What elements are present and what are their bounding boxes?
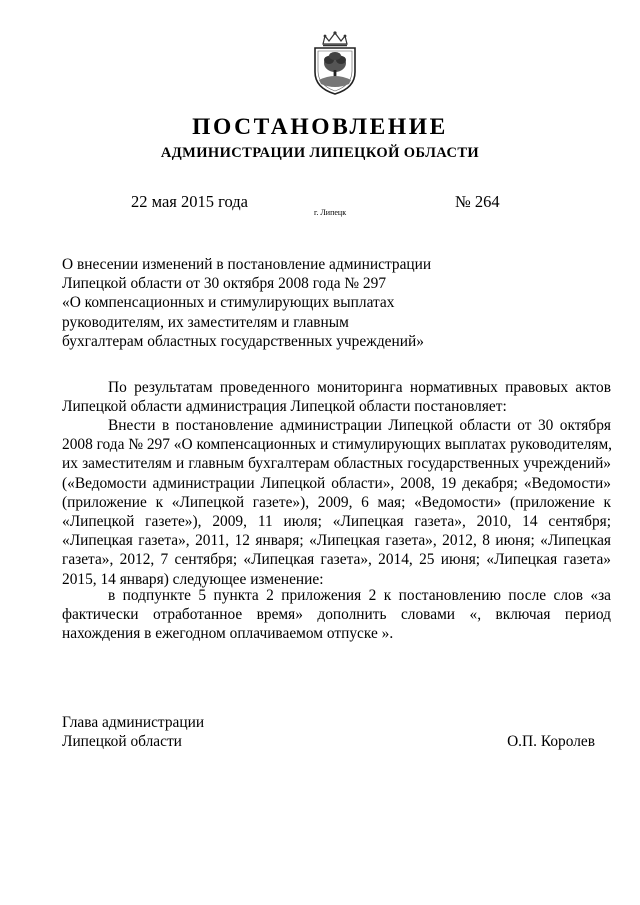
paragraph-line: («Ведомости администрации Липецкой области», 2008, 19 декабря; «Ведомости» (62, 474, 611, 492)
preamble-paragraph (62, 378, 611, 416)
paragraph-line: 2008 года № 297 «О компенсационных и стимулирующих выплатах руководителям, (62, 436, 613, 454)
subject-line: бухгалтерам областных государственных учреждений» (62, 332, 424, 350)
paragraph-line: фактически отработанное время» дополнить словами «, включая период (62, 606, 611, 624)
signatory-position-line: Глава администрации (62, 714, 205, 731)
document-number: № 264 (455, 192, 500, 211)
paragraph-line: Липецкой области администрация Липецкой области постановляет: (62, 398, 507, 416)
paragraph-line: Внести в постановление администрации Липецкой области от 30 октября (108, 417, 611, 434)
paragraph-line: «Липецкая газета», 2011, 12 января; «Липецкая газета», 2012, 8 июня; «Липецкая (62, 532, 611, 550)
signatory-name: О.П. Королев (507, 733, 595, 750)
document-city: г. Липецк (314, 208, 347, 217)
document-title: ПОСТАНОВЛЕНИЕ (192, 114, 448, 140)
document-date: 22 мая 2015 года (131, 192, 248, 211)
paragraph-line: их заместителям и главным бухгалтерам областных государственных учреждений» (62, 455, 611, 473)
document-subject (62, 255, 482, 351)
paragraph-line: газета», 2012, 7 сентября; «Липецкая газета», 2014, 25 июня; «Липецкая газета» (62, 551, 611, 569)
paragraph-line: нахождения в ежегодном оплачиваемом отпуске ». (62, 625, 394, 643)
subject-line: Липецкой области от 30 октября 2008 года № 297 (62, 275, 387, 293)
change-paragraph (62, 586, 611, 644)
subject-line: руководителям, их заместителям и главным (62, 313, 349, 331)
lipetsk-oblast-coat-of-arms-icon (309, 30, 361, 96)
paragraph-line: (приложение к «Липецкой газете»), 2009, 6 мая; «Ведомости» (приложение к (62, 493, 611, 511)
signatory-position (62, 713, 204, 751)
subject-line: «О компенсационных и стимулирующих выплатах (62, 294, 395, 312)
amendment-paragraph (62, 416, 611, 589)
subject-line: О внесении изменений в постановление администрации (62, 256, 432, 273)
paragraph-line: в подпункте 5 пункта 2 приложения 2 к постановлению после слов «за (108, 587, 611, 604)
issuing-authority: АДМИНИСТРАЦИИ ЛИПЕЦКОЙ ОБЛАСТИ (160, 145, 480, 161)
signatory-position-line: Липецкой области (62, 733, 182, 751)
paragraph-line: 2015, 14 января) следующее изменение: (62, 570, 324, 588)
paragraph-line: По результатам проведенного мониторинга нормативных правовых актов (108, 379, 611, 396)
paragraph-line: «Липецкой газете»), 2009, 11 июля; «Липецкая газета», 2010, 14 сентября; (62, 513, 611, 531)
